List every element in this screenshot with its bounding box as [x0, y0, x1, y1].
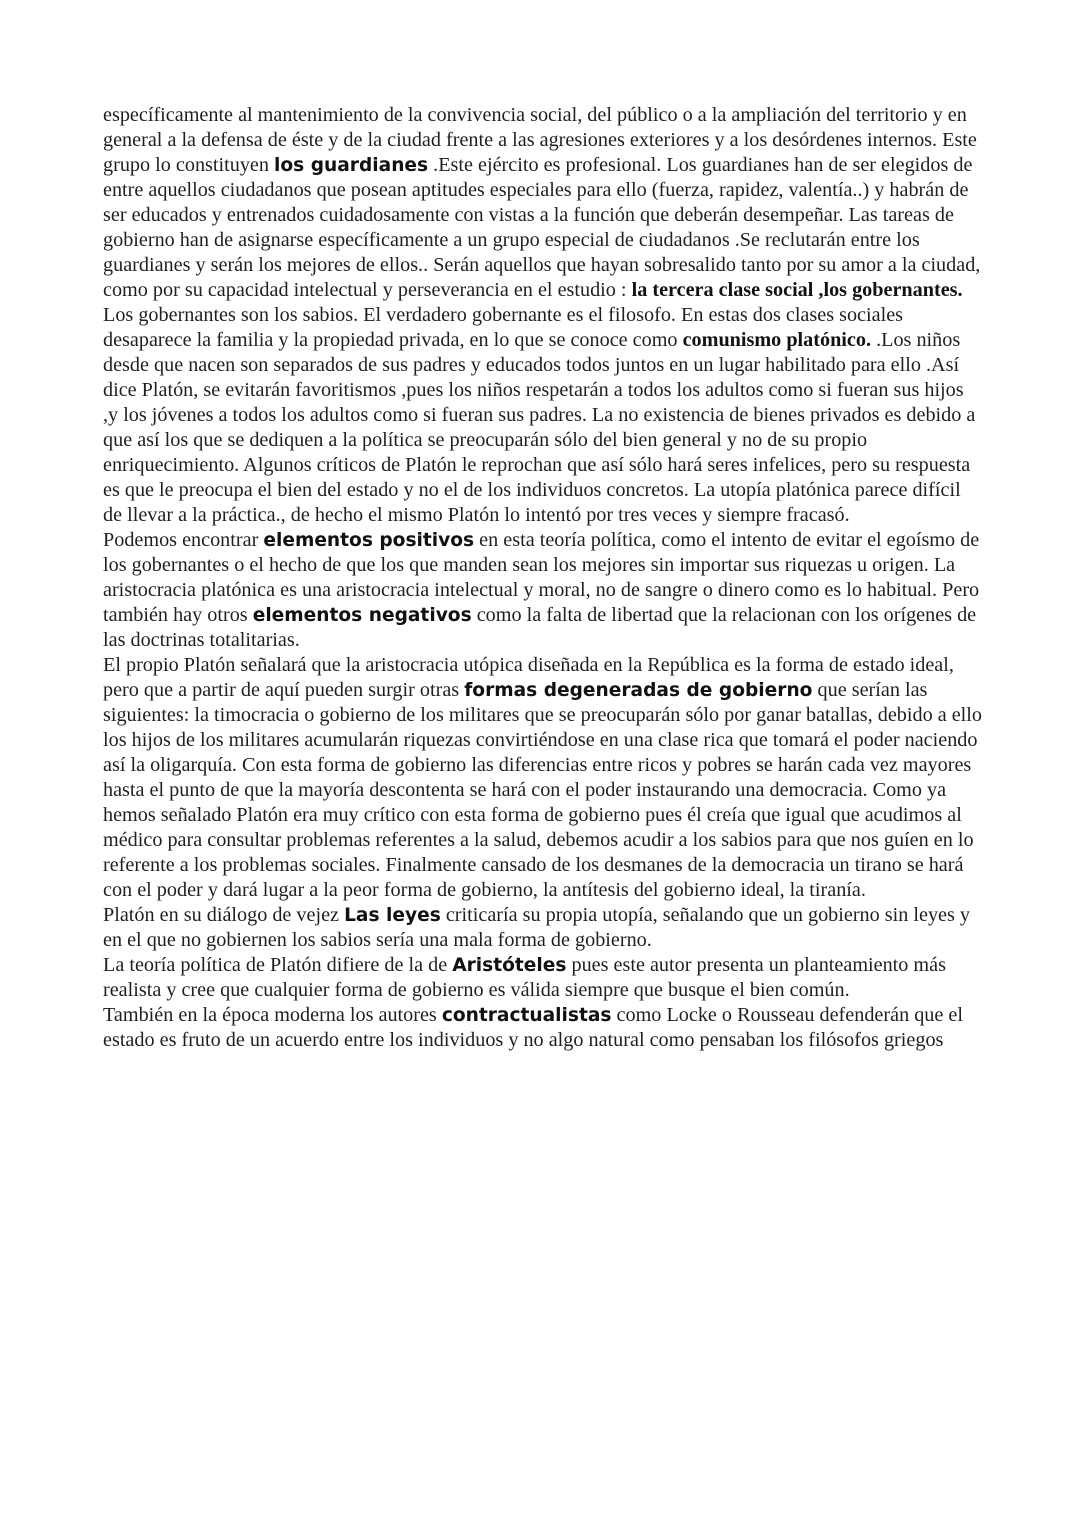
text-segment: .Los niños desde que nacen son separados de sus padres y educados todos juntos en un lugar habilitado para ello .Así dice Platón, se evitarán favoritismos ,pues los niños respetarán a todos los adultos como si fueran sus hijos ,y los jóvenes a todos los adultos como si fueran sus padres. La no existencia de bienes privados es debido a que así los que se dediquen a la política se preocuparán sólo del bien general y no de su propio enriquecimiento. Algunos críticos de Platón le reprochan que así sólo hará seres infelices, pero su respuesta es que le preocupa el bien del estado y no el de los individuos concretos. La utopía platónica parece difícil de llevar a la práctica., de hecho el mismo Platón lo intentó por tres veces y siempre fracasó.: [103, 329, 976, 526]
bold-term-tercera-clase: la tercera clase social ,los gobernantes.: [631, 279, 963, 301]
bold-term-guardianes: los guardianes: [274, 155, 429, 176]
text-segment: Platón en su diálogo de vejez: [103, 904, 345, 926]
text-segment: pues este autor presenta un planteamiento más realista y cree que cualquier forma de gobierno es válida siempre que busque el bien común.: [103, 954, 946, 1001]
bold-term-elementos-positivos: elementos positivos: [263, 530, 475, 551]
text-segment: que serían las siguientes: la timocracia o gobierno de los militares que se preocuparán sólo por ganar batallas, debido a ello los hijos de los militares acumularán riquezas convirtiéndose en una clase rica que tomará el poder naciendo así la oligarquía. Con esta forma de gobierno las diferencias entre ricos y pobres se harán cada vez mayores hasta el punto de que la mayoría descontenta se hará con el poder instaurando una democracia. Como ya hemos señalado Platón era muy crítico con esta forma de gobierno pues él creía que igual que acudimos al médico para consultar problemas referentes a la salud, debemos acudir a los sabios para que nos guíen en lo referente a los problemas sociales. Finalmente cansado de los desmanes de la democracia un tirano se hará con el poder y dará lugar a la peor forma de gobierno, la antítesis del gobierno ideal, la tiranía.: [103, 679, 982, 901]
text-segment: específicamente al mantenimiento de la convivencia social, del público o a la ampliación del territorio y en general a la defensa de éste y de la ciudad frente a las agresiones exteriores y a los desórdenes internos. Este grupo lo constituyen: [103, 104, 977, 176]
bold-term-las-leyes: Las leyes: [344, 905, 441, 926]
paragraph-guardianes-gobernantes: [103, 103, 983, 528]
paragraph-las-leyes: [103, 903, 983, 953]
paragraph-aristoteles: [103, 953, 983, 1003]
bold-term-aristoteles: Aristóteles: [452, 955, 567, 976]
paragraph-contractualistas: [103, 1003, 983, 1053]
text-segment: La teoría política de Platón difiere de la de: [103, 954, 453, 976]
text-segment: .Este ejército es profesional. Los guardianes han de ser elegidos de entre aquellos ciudadanos que posean aptitudes especiales para ello (fuerza, rapidez, valentía..) y habrán de ser educados y entrenados cuidadosamente con vistas a la función que deberán desempeñar. Las tareas de gobierno han de asignarse específicamente a un grupo especial de ciudadanos .Se reclutarán entre los guardianes y serán los mejores de ellos.. Serán aquellos que hayan sobresalido tanto por su amor a la ciudad, como por su capacidad intelectual y perseverancia en el estudio :: [103, 154, 981, 301]
text-segment: Podemos encontrar: [103, 529, 264, 551]
paragraph-elementos: [103, 528, 983, 653]
text-segment: como Locke o Rousseau defenderán que el estado es fruto de un acuerdo entre los individuos y no algo natural como pensaban los filósofos griegos: [103, 1004, 963, 1051]
document-body: [103, 103, 983, 1053]
text-segment: como la falta de libertad que la relacionan con los orígenes de las doctrinas totalitarias.: [103, 604, 977, 651]
text-segment: en esta teoría política, como el intento de evitar el egoísmo de los gobernantes o el hecho de que los que manden sean los mejores sin importar sus riquezas u origen. La aristocracia platónica es una aristocracia intelectual y moral, no de sangre o dinero como es lo habitual. Pero también hay otros: [103, 529, 980, 626]
paragraph-formas-degeneradas: [103, 653, 983, 903]
bold-term-elementos-negativos: elementos negativos: [252, 605, 472, 626]
bold-term-comunismo-platonico: comunismo platónico.: [682, 329, 872, 351]
bold-term-contractualistas: contractualistas: [441, 1005, 612, 1026]
text-segment: También en la época moderna los autores: [103, 1004, 442, 1026]
bold-term-formas-degeneradas: formas degeneradas de gobierno: [464, 680, 813, 701]
text-segment: El propio Platón señalará que la aristocracia utópica diseñada en la República es la forma de estado ideal, pero que a partir de aquí pueden surgir otras: [103, 654, 954, 701]
text-segment: criticaría su propia utopía, señalando que un gobierno sin leyes y en el que no gobiernen los sabios sería una mala forma de gobierno.: [103, 904, 971, 951]
text-segment: Los gobernantes son los sabios. El verdadero gobernante es el filosofo. En estas dos clases sociales desaparece la familia y la propiedad privada, en lo que se conoce como: [103, 304, 904, 351]
